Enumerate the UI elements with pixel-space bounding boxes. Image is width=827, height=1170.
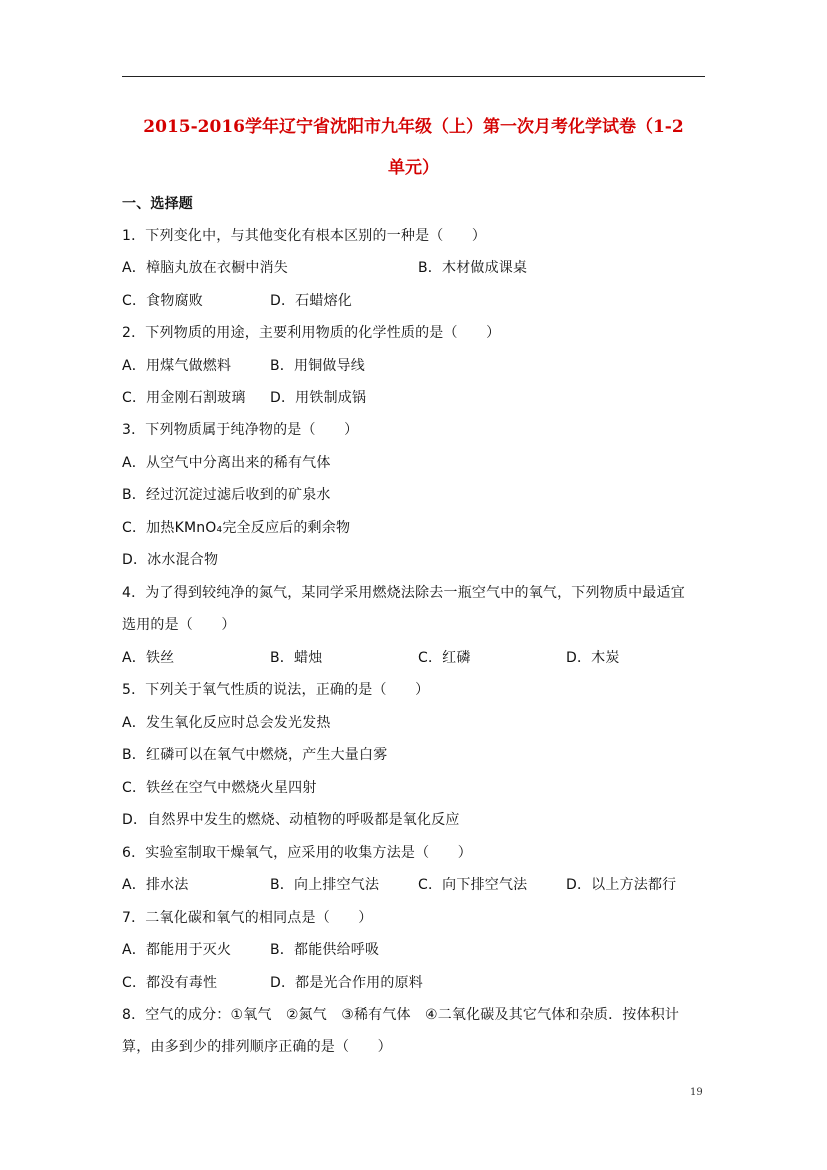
section-heading: 一、选择题 [122, 196, 193, 212]
question-5-option-a: A．发生氧化反应时总会发光发热 [122, 715, 331, 731]
question-5-stem: 5．下列关于氧气性质的说法，正确的是（ ） [122, 682, 430, 698]
question-2-stem: 2．下列物质的用途，主要利用物质的化学性质的是（ ） [122, 325, 501, 341]
question-3-option-c: C．加热KMnO₄完全反应后的剩余物 [122, 520, 351, 536]
question-4-option-b: B．蜡烛 [270, 650, 323, 666]
question-7-option-d: D．都是光合作用的原料 [270, 975, 423, 991]
header-rule [122, 76, 705, 77]
question-4-option-a: A．铁丝 [122, 650, 175, 666]
question-5-option-b: B．红磷可以在氧气中燃烧，产生大量白雾 [122, 747, 388, 763]
exam-title-line2: 单元） [388, 158, 439, 178]
question-7-option-c: C．都没有毒性 [122, 975, 218, 991]
question-1-option-d: D．石蜡熔化 [270, 293, 352, 309]
question-4-option-c: C．红磷 [418, 650, 471, 666]
question-1-option-a: A．樟脑丸放在衣橱中消失 [122, 260, 288, 276]
question-2-option-a: A．用煤气做燃料 [122, 358, 232, 374]
question-3-option-a: A．从空气中分离出来的稀有气体 [122, 455, 331, 471]
question-7-stem: 7．二氧化碳和氧气的相同点是（ ） [122, 910, 373, 926]
question-2-option-b: B．用铜做导线 [270, 358, 366, 374]
question-5-option-d: D．自然界中发生的燃烧、动植物的呼吸都是氧化反应 [122, 812, 460, 828]
question-7-option-b: B．都能供给呼吸 [270, 942, 380, 958]
question-4-stem-cont: 选用的是（ ） [122, 617, 236, 633]
question-3-stem: 3．下列物质属于纯净物的是（ ） [122, 422, 359, 438]
question-6-stem: 6．实验室制取干燥氧气，应采用的收集方法是（ ） [122, 845, 472, 861]
question-3-option-b: B．经过沉淀过滤后收到的矿泉水 [122, 487, 331, 503]
question-7-option-a: A．都能用于灭火 [122, 942, 232, 958]
question-3-option-d: D．冰水混合物 [122, 552, 219, 568]
question-8-stem: 8．空气的成分：①氧气 ②氮气 ③稀有气体 ④二氧化碳及其它气体和杂质．按体积计 [122, 1007, 680, 1023]
page-number: 19 [690, 1087, 703, 1098]
question-2-option-d: D．用铁制成锅 [270, 390, 367, 406]
question-2-option-c: C．用金刚石割玻璃 [122, 390, 246, 406]
question-6-option-a: A．排水法 [122, 877, 189, 893]
question-6-option-c: C．向下排空气法 [418, 877, 528, 893]
question-1-option-b: B．木材做成课桌 [418, 260, 528, 276]
question-5-option-c: C．铁丝在空气中燃烧火星四射 [122, 780, 317, 796]
question-6-option-d: D．以上方法都行 [566, 877, 677, 893]
question-1-option-c: C．食物腐败 [122, 293, 203, 309]
question-1-stem: 1．下列变化中，与其他变化有根本区别的一种是（ ） [122, 228, 487, 244]
question-8-stem-cont: 算，由多到少的排列顺序正确的是（ ） [122, 1039, 392, 1055]
question-4-stem: 4．为了得到较纯净的氮气，某同学采用燃烧法除去一瓶空气中的氧气，下列物质中最适宜 [122, 585, 685, 601]
question-6-option-b: B．向上排空气法 [270, 877, 380, 893]
question-4-option-d: D．木炭 [566, 650, 620, 666]
exam-title-line1: 2015-2016学年辽宁省沈阳市九年级（上）第一次月考化学试卷（1-2 [143, 117, 684, 137]
